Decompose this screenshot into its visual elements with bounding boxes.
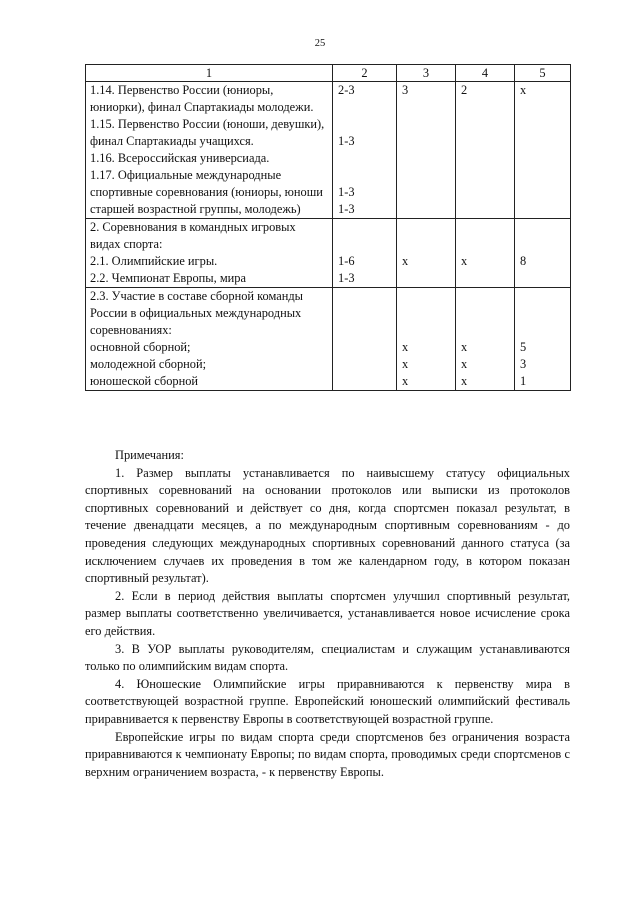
row-item: 2.1. Олимпийские игры. xyxy=(90,254,218,268)
cell-value xyxy=(461,305,510,322)
note-paragraph: 3. В УОР выплаты руководителям, специалистам и служащим устанавливаются только по олимпийским видам спорта. xyxy=(85,641,570,674)
notes-section xyxy=(85,447,570,781)
row-col-5 xyxy=(515,288,571,391)
cell-value: 2 xyxy=(461,83,468,97)
cell-value xyxy=(402,322,451,339)
row-item: 1.14. Первенство России (юниоры, юниорки), финал Спартакиады молодежи. xyxy=(90,83,314,114)
cell-value: 1-3 xyxy=(338,271,355,285)
cell-value: 1-6 xyxy=(338,254,355,268)
row-col-2 xyxy=(333,82,397,219)
cell-value: 3 xyxy=(520,357,527,371)
cell-value: х xyxy=(461,340,468,354)
cell-value xyxy=(338,236,392,253)
header-col-5: 5 xyxy=(515,65,571,82)
cell-value xyxy=(520,322,566,339)
cell-value xyxy=(520,236,566,253)
note-paragraph: Европейские игры по видам спорта среди спортсменов без ограничения возраста приравниваются к чемпионату Европы; по видам спорта, проводимых среди спортсменов с верхним ограничением возраста, - к первенству Европы. xyxy=(85,729,570,779)
table-row xyxy=(86,82,571,219)
cell-value xyxy=(461,322,510,339)
row-col-2 xyxy=(333,288,397,391)
cell-value: х xyxy=(461,374,468,388)
row-col-3 xyxy=(397,219,456,288)
cell-value xyxy=(338,219,392,236)
row-description xyxy=(86,219,333,288)
cell-value xyxy=(461,288,510,305)
row-item: 1.15. Первенство России (юноши, девушки), финал Спартакиады учащихся. xyxy=(90,117,325,148)
cell-value xyxy=(338,167,392,184)
row-col-4 xyxy=(456,288,515,391)
cell-value: 1-3 xyxy=(338,202,355,216)
cell-value: х xyxy=(520,83,527,97)
cell-value xyxy=(520,288,566,305)
table-row xyxy=(86,288,571,391)
cell-value: 2-3 xyxy=(338,83,355,97)
cell-value: х xyxy=(402,374,409,388)
cell-value xyxy=(461,219,510,236)
row-col-5 xyxy=(515,82,571,219)
cell-value xyxy=(402,305,451,322)
row-col-5 xyxy=(515,219,571,288)
cell-value xyxy=(338,150,392,167)
header-col-4: 4 xyxy=(456,65,515,82)
cell-value: х xyxy=(402,357,409,371)
cell-value: х xyxy=(402,340,409,354)
row-description xyxy=(86,288,333,391)
note-paragraph: 2. Если в период действия выплаты спортсмен улучшил спортивный результат, размер выплаты соответственно увеличивается, устанавливается новое исчисление срока его действия. xyxy=(85,588,570,638)
cell-value: 1-3 xyxy=(338,134,355,148)
cell-value xyxy=(520,305,566,322)
cell-value: 1 xyxy=(520,374,527,388)
note-paragraph: 1. Размер выплаты устанавливается по наивысшему статусу официальных спортивных соревнований на основании протоколов или выписки из протоколов спортивных соревнований и действует со дня, когда спортсмен показал результат, в течение двенадцати месяцев, а по международным спортивным соревнованиям - до проведения следующих международных спортивных соревнований данного статуса (за исключением случаев их проведения в том же календарном году, в котором показан спортивный результат). xyxy=(85,465,570,586)
payment-status-table xyxy=(85,64,571,391)
row-col-4 xyxy=(456,219,515,288)
header-col-1: 1 xyxy=(86,65,333,82)
page-number: 25 xyxy=(314,38,326,49)
cell-value xyxy=(402,219,451,236)
table-header-row xyxy=(86,65,571,82)
row-item: молодежной сборной; xyxy=(90,357,207,371)
cell-value: 3 xyxy=(402,83,409,97)
row-col-2 xyxy=(333,219,397,288)
cell-value xyxy=(520,219,566,236)
table-row xyxy=(86,219,571,288)
row-col-3 xyxy=(397,288,456,391)
cell-value: х xyxy=(461,254,468,268)
cell-value xyxy=(338,116,392,133)
row-item: 2. Соревнования в командных игровых видах спорта: xyxy=(90,220,296,251)
cell-value: 5 xyxy=(520,340,527,354)
notes-title: Примечания: xyxy=(115,448,184,462)
cell-value xyxy=(402,236,451,253)
row-description xyxy=(86,82,333,219)
header-col-2: 2 xyxy=(333,65,397,82)
cell-value: х xyxy=(402,254,409,268)
cell-value: х xyxy=(461,357,468,371)
row-item: 2.3. Участие в составе сборной команды России в официальных международных соревнованиях: xyxy=(90,289,303,337)
row-item: основной сборной; xyxy=(90,340,191,354)
cell-value: 8 xyxy=(520,254,527,268)
cell-value: 1-3 xyxy=(338,185,355,199)
header-col-3: 3 xyxy=(397,65,456,82)
row-item: 2.2. Чемпионат Европы, мира xyxy=(90,271,246,285)
row-item: 1.16. Всероссийская универсиада. xyxy=(90,151,270,165)
cell-value xyxy=(338,99,392,116)
row-item: 1.17. Официальные международные спортивные соревнования (юниоры, юноши старшей возрастной группы, молодежь) xyxy=(90,168,323,216)
note-paragraph: 4. Юношеские Олимпийские игры приравниваются к первенству мира в соответствующей возрастной группе. Европейский юношеский олимпийский фестиваль приравнивается к первенству Европы в соответствующей возрастной группе. xyxy=(85,676,570,726)
row-col-3 xyxy=(397,82,456,219)
row-col-4 xyxy=(456,82,515,219)
cell-value xyxy=(402,288,451,305)
cell-value xyxy=(461,236,510,253)
row-item: юношеской сборной xyxy=(90,374,199,388)
